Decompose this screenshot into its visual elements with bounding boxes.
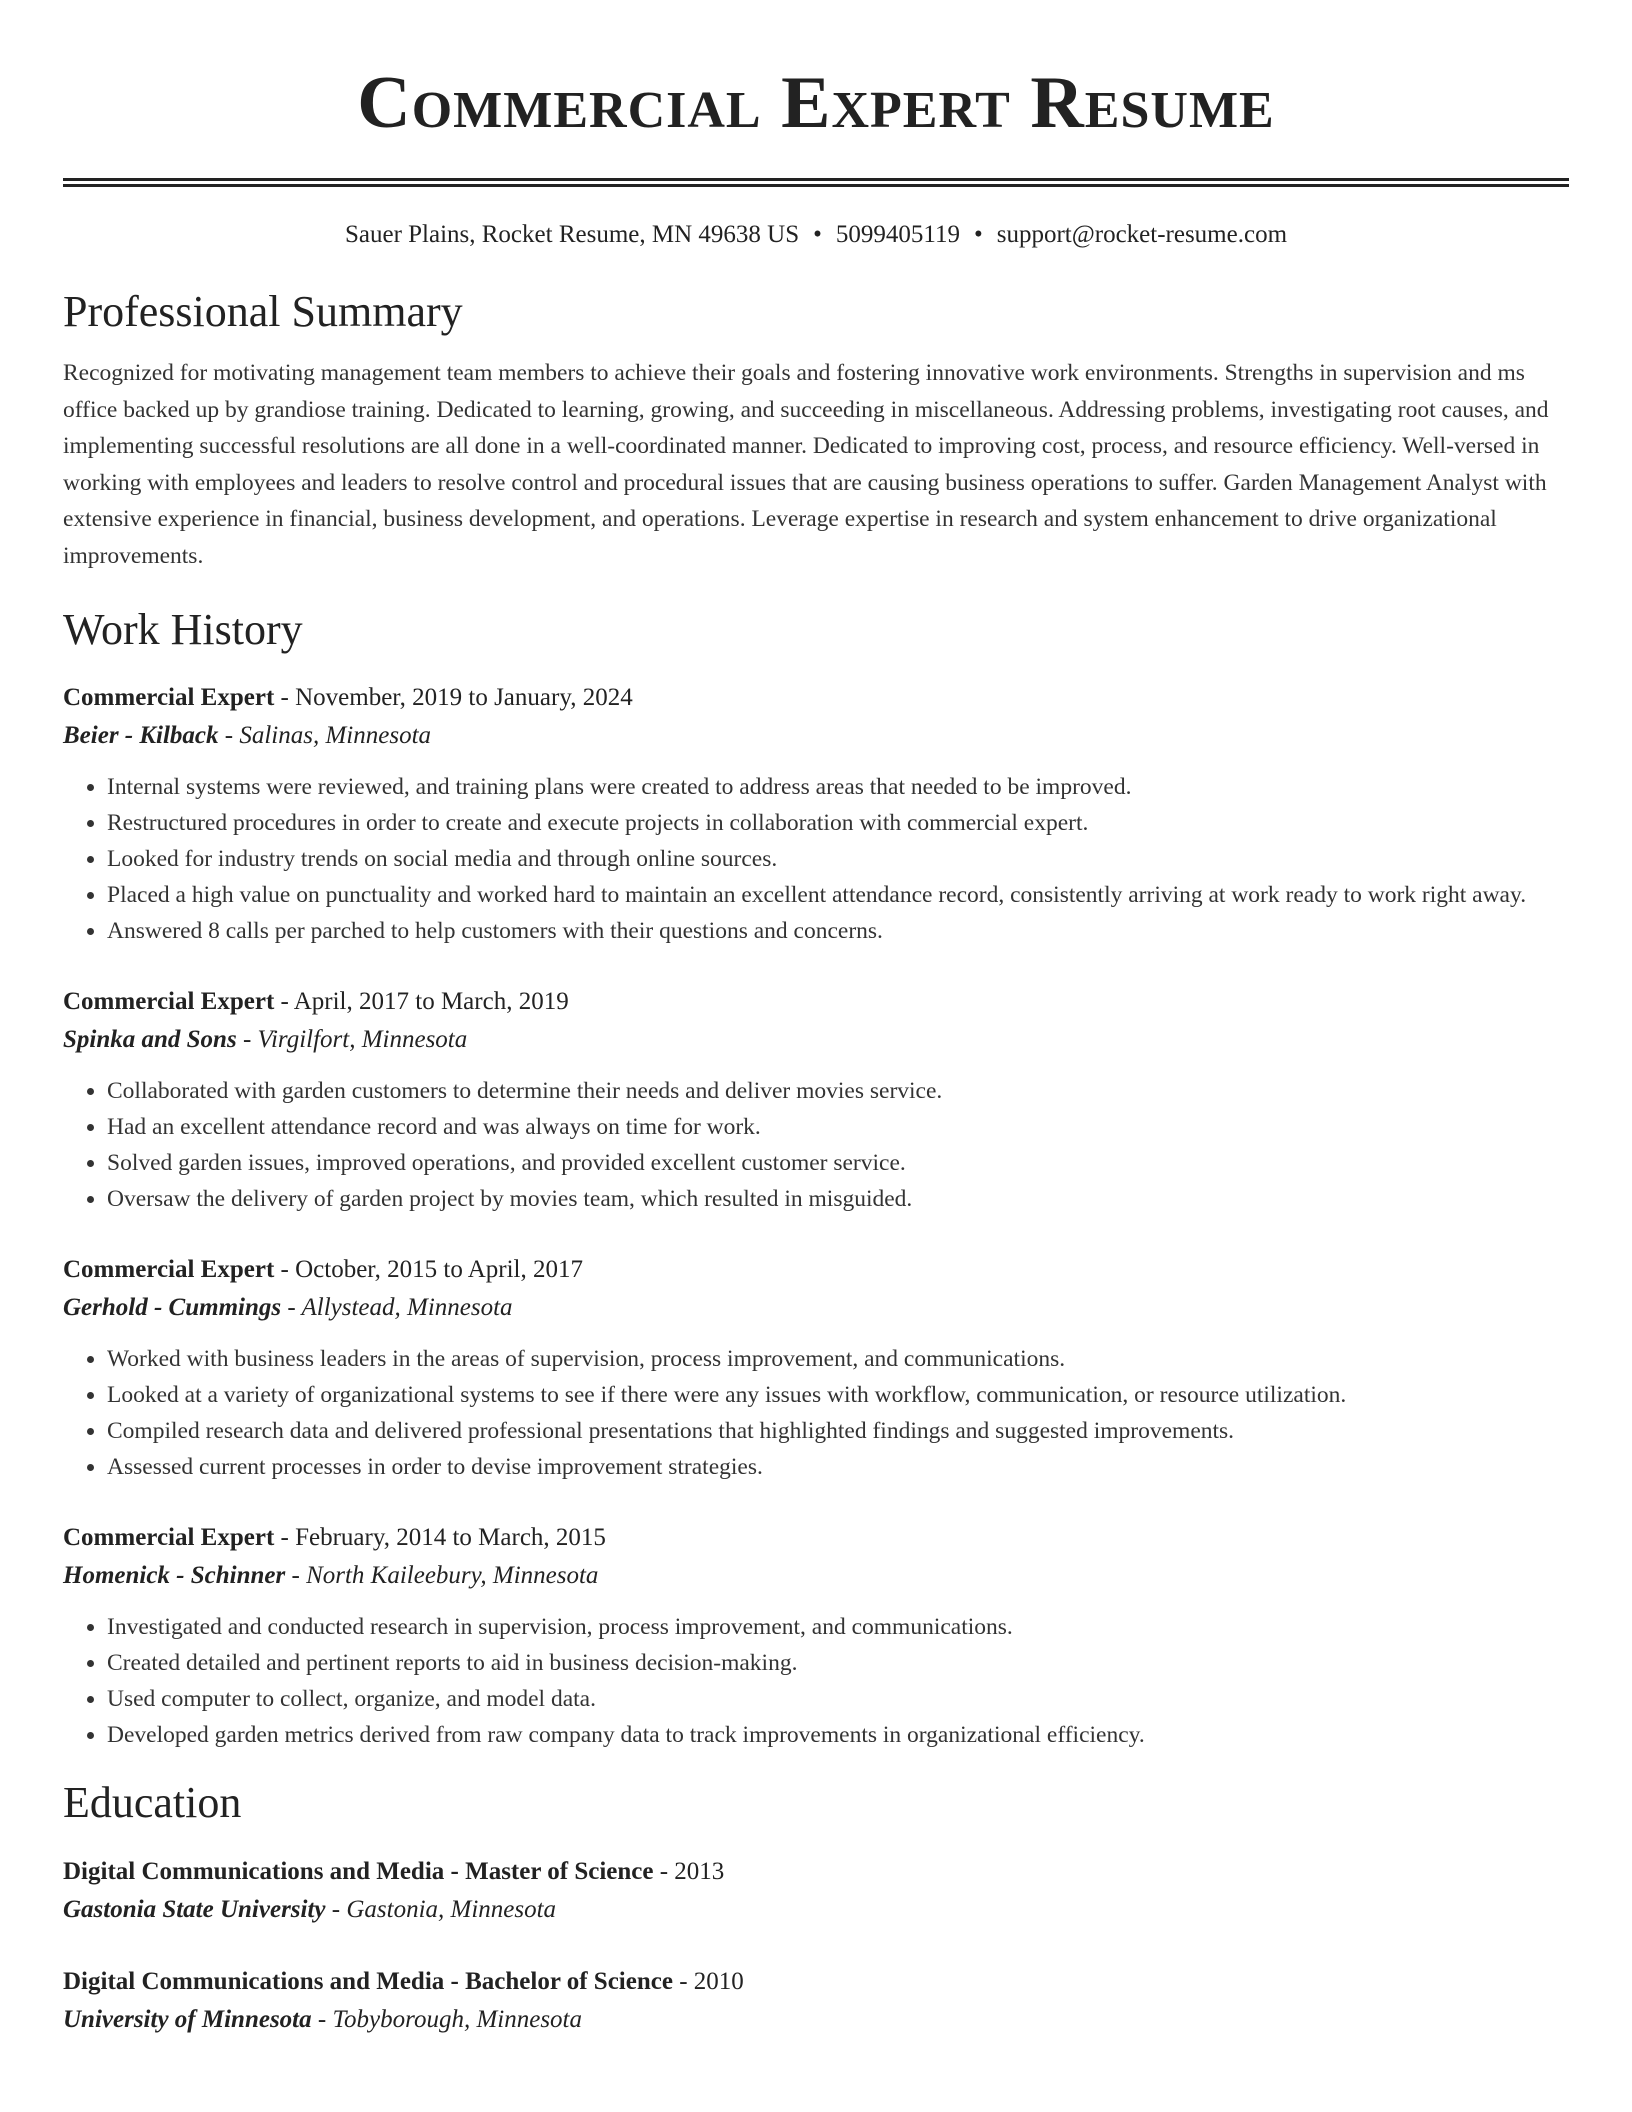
job-location: - Allystead, Minnesota [281,1294,513,1321]
job-location: - Salinas, Minnesota [218,722,432,749]
education-section [63,1777,1569,2039]
education-school: Gastonia State University [63,1896,326,1923]
job-company-line [63,1021,1569,1059]
job-title: Commercial Expert [63,988,275,1015]
education-degree: Digital Communications and Media - Bachelor of Science [63,1968,673,1995]
job-bullet: • Restructured procedures in order to create and execute projects in collaboration with commercial expert. [107,805,1569,841]
work-history-section [63,604,1569,1753]
contact-phone: 5099405119 [835,221,960,248]
education-location: - Gastonia, Minnesota [325,1896,557,1923]
education-degree-line [63,1963,1569,2001]
title-divider [63,178,1569,187]
summary-section [63,286,1569,574]
job-dates: - November, 2019 to January, 2024 [274,684,633,711]
job-bullets [63,1073,1569,1217]
job-bullet: • Looked for industry trends on social media and through online sources. [107,841,1569,877]
job-company-line [63,1289,1569,1327]
job-bullet: • Investigated and conducted research in supervision, process improvement, and communications. [107,1609,1569,1645]
job-entry [63,1519,1569,1753]
job-company: Spinka and Sons [63,1026,237,1053]
job-bullet: • Solved garden issues, improved operations, and provided excellent customer service. [107,1145,1569,1181]
job-entry [63,679,1569,949]
job-dates: - February, 2014 to March, 2015 [274,1524,606,1551]
job-title: Commercial Expert [63,1256,275,1283]
job-company: Gerhold - Cummings [63,1294,282,1321]
education-entry [63,1963,1569,2039]
job-bullet: • Oversaw the delivery of garden project by movies team, which resulted in misguided. [107,1181,1569,1217]
job-bullet: • Worked with business leaders in the areas of supervision, process improvement, and communications. [107,1341,1569,1377]
job-bullet: • Used computer to collect, organize, and model data. [107,1681,1569,1717]
job-location: - Virgilfort, Minnesota [236,1026,468,1053]
job-bullet: • Answered 8 calls per parched to help customers with their questions and concerns. [107,913,1569,949]
job-company: Homenick - Schinner [63,1562,286,1589]
contact-separator: • [813,221,822,248]
job-role-line [63,1251,1569,1289]
job-bullet: • Internal systems were reviewed, and training plans were created to address areas that needed to be improved. [107,769,1569,805]
contact-line [63,218,1569,252]
job-bullet: • Collaborated with garden customers to determine their needs and deliver movies service. [107,1073,1569,1109]
job-role-line [63,983,1569,1021]
job-bullet: • Looked at a variety of organizational systems to see if there were any issues with workflow, communication, or resource utilization. [107,1377,1569,1413]
job-role-line [63,679,1569,717]
job-bullet: • Placed a high value on punctuality and worked hard to maintain an excellent attendance record, consistently arriving at work ready to work right away. [107,877,1569,913]
job-bullet: • Assessed current processes in order to devise improvement strategies. [107,1449,1569,1485]
job-company-line [63,1557,1569,1595]
contact-separator: • [973,221,983,248]
job-title: Commercial Expert [63,1524,275,1551]
education-year: - 2013 [653,1858,725,1885]
education-school-line [63,2001,1569,2039]
job-title: Commercial Expert [63,684,275,711]
education-year: - 2010 [672,1968,744,1995]
job-dates: - October, 2015 to April, 2017 [274,1256,583,1283]
job-location: - North Kaileebury, Minnesota [285,1562,599,1589]
job-bullet: • Created detailed and pertinent reports to aid in business decision-making. [107,1645,1569,1681]
job-company-line [63,717,1569,755]
contact-email: support@rocket-resume.com [996,221,1288,248]
job-bullets [63,1341,1569,1485]
education-degree-line [63,1853,1569,1891]
job-bullet: • Had an excellent attendance record and was always on time for work. [107,1109,1569,1145]
job-dates: - April, 2017 to March, 2019 [274,988,569,1015]
job-bullet: • Developed garden metrics derived from raw company data to track improvements in organizational efficiency. [107,1717,1569,1753]
resume-title: Commercial Expert Resume [357,62,1275,144]
work-history-heading: Work History [63,605,303,654]
job-entry [63,983,1569,1217]
job-company: Beier - Kilback [63,722,219,749]
contact-address: Sauer Plains, Rocket Resume, MN 49638 US [344,221,800,248]
education-entry [63,1853,1569,1929]
job-entry [63,1251,1569,1485]
summary-text: Recognized for motivating management team members to achieve their goals and fostering innovative work environments. Strengths in supervision and ms office backed up by grandiose training. Dedicated to learning, growing, and succeeding in miscellaneous. Addressing problems, investigating root causes, and implementing successful resolutions are all done in a well-coordinated manner. Dedicated to improving cost, process, and resource efficiency. Well-versed in working with employees and leaders to resolve control and procedural issues that are causing business operations to suffer. Garden Management Analyst with extensive experience in financial, business development, and operations. Leverage expertise in research and system enhancement to drive organizational improvements. [63,360,1549,569]
job-bullets [63,769,1569,949]
job-role-line [63,1519,1569,1557]
job-bullets [63,1609,1569,1753]
education-school-line [63,1891,1569,1929]
education-location: - Tobyborough, Minnesota [311,2006,582,2033]
job-bullet: • Compiled research data and delivered professional presentations that highlighted findings and suggested improvements. [107,1413,1569,1449]
summary-heading: Professional Summary [63,287,463,336]
education-school: University of Minnesota [63,2006,312,2033]
education-degree: Digital Communications and Media - Master of Science [63,1858,654,1885]
education-heading: Education [63,1778,242,1827]
